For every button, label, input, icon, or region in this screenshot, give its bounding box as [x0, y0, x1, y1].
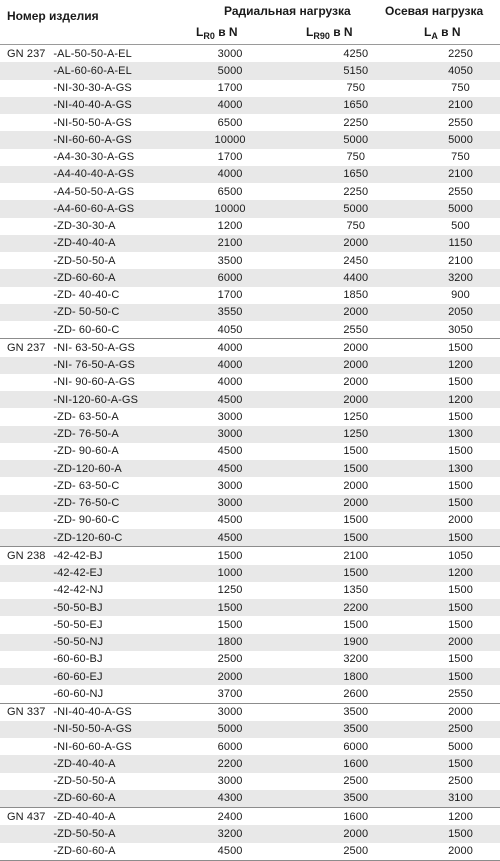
la-cell: 1500: [448, 479, 473, 492]
la-cell: 2000: [448, 636, 473, 649]
lr0-cell: 4500: [217, 514, 243, 527]
lr0-cell: 6500: [217, 116, 243, 129]
table-group: [0, 808, 500, 861]
la-cell: 2550: [448, 185, 473, 198]
lr90-cell: 1250: [343, 410, 369, 423]
lr90-cell: 1600: [343, 757, 369, 770]
lr0-cell: 1800: [217, 636, 243, 649]
item-suffix-cell: -ZD- 90-60-C: [53, 514, 120, 527]
lr0-cell: 3000: [217, 428, 243, 441]
table-row: [0, 738, 500, 755]
item-suffix-cell: -ZD-120-60-C: [53, 531, 123, 544]
lr90-cell: 2000: [343, 393, 369, 406]
la-cell: 500: [451, 220, 470, 233]
la-cell: 750: [451, 82, 470, 95]
la-cell: 1500: [448, 341, 473, 354]
lr0-cell: 5000: [217, 723, 243, 736]
la-cell: 5000: [448, 740, 473, 753]
lr90-cell: 2500: [343, 845, 369, 858]
item-suffix-cell: -A4-60-60-A-GS: [53, 202, 135, 215]
lr0-cell: 1500: [217, 549, 243, 562]
item-suffix-cell: -A4-30-30-A-GS: [53, 151, 135, 164]
item-suffix-cell: -ZD-30-30-A: [53, 220, 116, 233]
column-header-la: $L_A$ в N: [424, 25, 461, 41]
table-row: [0, 668, 500, 685]
table-row: [0, 62, 500, 79]
item-suffix-cell: -NI-60-60-A-GS: [53, 740, 132, 753]
lr0-cell: 4500: [217, 845, 243, 858]
la-cell: 1500: [448, 410, 473, 423]
table-row: [0, 218, 500, 235]
group-name-cell: GN 238: [7, 549, 46, 562]
lr0-cell: 2100: [217, 237, 243, 250]
table-row: [0, 166, 500, 183]
item-suffix-cell: -NI-50-50-A-GS: [53, 116, 132, 129]
table-row: [0, 304, 500, 321]
la-cell: 3050: [448, 323, 473, 336]
lr0-cell: 6500: [217, 185, 243, 198]
lr90-cell: 1850: [343, 289, 369, 302]
table-header: [0, 0, 500, 45]
la-cell: 5000: [448, 202, 473, 215]
lr90-cell: 1500: [343, 514, 369, 527]
lr0-cell: 4500: [217, 393, 243, 406]
table-row: [0, 790, 500, 807]
lr90-cell: 3500: [343, 706, 369, 719]
table-row: [0, 512, 500, 529]
la-cell: 2000: [448, 706, 473, 719]
lr90-cell: 2550: [343, 323, 369, 336]
item-suffix-cell: -NI-40-40-A-GS: [53, 706, 132, 719]
table-row: [0, 565, 500, 582]
la-cell: 1300: [448, 428, 473, 441]
la-cell: 1200: [448, 567, 473, 580]
la-cell: 5000: [448, 133, 473, 146]
table-row: [0, 97, 500, 114]
lr90-cell: 2100: [343, 549, 369, 562]
table-row: [0, 321, 500, 338]
item-suffix-cell: -NI-60-60-A-GS: [53, 133, 132, 146]
table-row: [0, 582, 500, 599]
lr0-cell: 4000: [217, 376, 243, 389]
lr0-cell: 1000: [217, 567, 243, 580]
item-suffix-cell: -NI- 76-50-A-GS: [53, 359, 135, 372]
lr90-cell: 5000: [343, 133, 369, 146]
lr0-cell: 3200: [217, 827, 243, 840]
table-row: [0, 114, 500, 131]
table-group: [0, 547, 500, 703]
lr90-cell: 2000: [343, 341, 369, 354]
lr0-cell: 4000: [217, 341, 243, 354]
item-suffix-cell: -ZD- 76-50-C: [53, 497, 120, 510]
la-cell: 1500: [448, 445, 473, 458]
group-name-cell: GN 237: [7, 47, 46, 60]
lr0-cell: 1250: [217, 584, 243, 597]
table-row: [0, 426, 500, 443]
lr0-cell: 3000: [217, 47, 243, 60]
lr0-cell: 4500: [217, 445, 243, 458]
lr0-cell: 10000: [214, 202, 246, 215]
lr0-cell: 4000: [217, 99, 243, 112]
la-cell: 2500: [448, 723, 473, 736]
table-row: [0, 374, 500, 391]
lr90-cell: 1800: [343, 670, 369, 683]
item-suffix-cell: -ZD-60-60-A: [53, 845, 116, 858]
table-row: [0, 704, 500, 721]
item-suffix-cell: -NI-50-50-A-GS: [53, 723, 132, 736]
lr90-cell: 2000: [343, 306, 369, 319]
lr0-cell: 3700: [217, 687, 243, 700]
la-cell: 3100: [448, 792, 473, 805]
lr90-cell: 4400: [343, 271, 369, 284]
table-row: [0, 391, 500, 408]
la-cell: 2050: [448, 306, 473, 319]
item-suffix-cell: -ZD- 60-60-C: [53, 323, 120, 336]
item-suffix-cell: -NI- 90-60-A-GS: [53, 376, 135, 389]
group-name-cell: GN 337: [7, 706, 46, 719]
lr0-cell: 2400: [217, 810, 243, 823]
item-suffix-cell: -A4-40-40-A-GS: [53, 168, 135, 181]
item-suffix-cell: -NI- 63-50-A-GS: [53, 341, 135, 354]
column-header-axial-load: Осевая нагрузка: [385, 4, 484, 18]
item-suffix-cell: -ZD-40-40-A: [53, 757, 116, 770]
table-row: [0, 200, 500, 217]
table-row: [0, 131, 500, 148]
lr90-cell: 4250: [343, 47, 369, 60]
lr0-cell: 5000: [217, 64, 243, 77]
table-row: [0, 808, 500, 825]
lr0-cell: 4500: [217, 462, 243, 475]
item-suffix-cell: -ZD-120-60-A: [53, 462, 122, 475]
table-row: [0, 825, 500, 842]
item-suffix-cell: -ZD-50-50-A: [53, 827, 116, 840]
item-suffix-cell: -ZD-50-50-A: [53, 775, 116, 788]
la-cell: 2000: [448, 514, 473, 527]
table-group: [0, 45, 500, 339]
column-header-item-number: Номер изделия: [7, 9, 99, 23]
la-cell: 2500: [448, 775, 473, 788]
lr90-cell: 3200: [343, 653, 369, 666]
lr0-cell: 4300: [217, 792, 243, 805]
lr0-cell: 4050: [217, 323, 243, 336]
item-suffix-cell: -ZD- 40-40-C: [53, 289, 120, 302]
lr0-cell: 2000: [217, 670, 243, 683]
la-cell: 1500: [448, 757, 473, 770]
lr90-cell: 2000: [343, 359, 369, 372]
lr90-cell: 3500: [343, 723, 369, 736]
lr90-cell: 6000: [343, 740, 369, 753]
la-cell: 2100: [448, 99, 473, 112]
table-row: [0, 460, 500, 477]
la-cell: 2550: [448, 116, 473, 129]
la-cell: 1500: [448, 670, 473, 683]
item-suffix-cell: -ZD-40-40-A: [53, 810, 116, 823]
lr0-cell: 3000: [217, 706, 243, 719]
la-cell: 1300: [448, 462, 473, 475]
table-row: [0, 339, 500, 356]
item-suffix-cell: -ZD-60-60-A: [53, 792, 116, 805]
item-suffix-cell: -60-60-EJ: [53, 670, 103, 683]
la-cell: 2000: [448, 845, 473, 858]
lr90-cell: 750: [346, 82, 366, 95]
lr90-cell: 2600: [343, 687, 369, 700]
lr90-cell: 2000: [343, 376, 369, 389]
item-suffix-cell: -60-60-NJ: [53, 687, 104, 700]
lr0-cell: 6000: [217, 271, 243, 284]
lr0-cell: 4000: [217, 359, 243, 372]
la-cell: 4050: [448, 64, 473, 77]
lr0-cell: 3000: [217, 479, 243, 492]
table-row: [0, 287, 500, 304]
item-suffix-cell: -NI-40-40-A-GS: [53, 99, 132, 112]
lr90-cell: 750: [346, 220, 366, 233]
lr0-cell: 3500: [217, 254, 243, 267]
lr90-cell: 2500: [343, 775, 369, 788]
la-cell: 2100: [448, 254, 473, 267]
column-header-radial-load: Радиальная нагрузка: [224, 4, 351, 18]
item-suffix-cell: -ZD-50-50-A: [53, 254, 116, 267]
la-cell: 1050: [448, 549, 473, 562]
table-row: [0, 634, 500, 651]
la-cell: 1500: [448, 376, 473, 389]
table-row: [0, 651, 500, 668]
lr90-cell: 1500: [343, 462, 369, 475]
lr0-cell: 3550: [217, 306, 243, 319]
lr90-cell: 1350: [343, 584, 369, 597]
lr0-cell: 3000: [217, 410, 243, 423]
lr90-cell: 750: [346, 151, 366, 164]
column-header-lr0: $L_{R0}$ в N: [196, 25, 238, 41]
lr0-cell: 4000: [217, 168, 243, 181]
item-suffix-cell: -ZD-60-60-A: [53, 271, 116, 284]
table-row: [0, 408, 500, 425]
la-cell: 2550: [448, 687, 473, 700]
lr90-cell: 5150: [343, 64, 369, 77]
lr90-cell: 2250: [343, 116, 369, 129]
la-cell: 1500: [448, 531, 473, 544]
lr90-cell: 2000: [343, 479, 369, 492]
la-cell: 1500: [448, 827, 473, 840]
la-cell: 1150: [448, 237, 473, 250]
table-row: [0, 235, 500, 252]
lr90-cell: 1500: [343, 445, 369, 458]
lr90-cell: 1600: [343, 810, 369, 823]
la-cell: 2100: [448, 168, 473, 181]
lr0-cell: 1700: [217, 82, 243, 95]
item-suffix-cell: -ZD-40-40-A: [53, 237, 116, 250]
item-suffix-cell: -ZD- 90-60-A: [53, 445, 119, 458]
lr0-cell: 3000: [217, 497, 243, 510]
lr90-cell: 1650: [343, 99, 369, 112]
table-row: [0, 443, 500, 460]
item-suffix-cell: -ZD- 76-50-A: [53, 428, 119, 441]
lr90-cell: 2200: [343, 601, 369, 614]
item-suffix-cell: -ZD- 50-50-C: [53, 306, 120, 319]
item-suffix-cell: -ZD- 63-50-A: [53, 410, 119, 423]
table-row: [0, 843, 500, 860]
table-row: [0, 495, 500, 512]
lr0-cell: 4500: [217, 531, 243, 544]
lr90-cell: 3500: [343, 792, 369, 805]
table-row: [0, 721, 500, 738]
lr0-cell: 10000: [214, 133, 246, 146]
table-row: [0, 357, 500, 374]
table-group: [0, 339, 500, 547]
item-suffix-cell: -NI-30-30-A-GS: [53, 82, 132, 95]
table-row: [0, 45, 500, 62]
table-group: [0, 704, 500, 809]
lr0-cell: 1500: [217, 618, 243, 631]
column-header-lr90: $L_{R90}$ в N: [306, 25, 353, 41]
table-row: [0, 599, 500, 616]
lr0-cell: 1200: [217, 220, 243, 233]
lr0-cell: 1700: [217, 289, 243, 302]
item-suffix-cell: -50-50-BJ: [53, 601, 103, 614]
table-row: [0, 529, 500, 546]
table-body: [0, 45, 500, 861]
la-cell: 1200: [448, 810, 473, 823]
table-row: [0, 547, 500, 564]
table-row: [0, 755, 500, 772]
table-row: [0, 183, 500, 200]
table-row: [0, 773, 500, 790]
la-cell: 900: [451, 289, 470, 302]
la-cell: 1500: [448, 584, 473, 597]
item-suffix-cell: -42-42-NJ: [53, 584, 104, 597]
table-row: [0, 477, 500, 494]
table-row: [0, 149, 500, 166]
table-row: [0, 80, 500, 97]
group-name-cell: GN 237: [7, 341, 46, 354]
la-cell: 1500: [448, 601, 473, 614]
item-suffix-cell: -AL-60-60-A-EL: [53, 64, 132, 77]
la-cell: 750: [451, 151, 470, 164]
lr90-cell: 2000: [343, 237, 369, 250]
lr0-cell: 1700: [217, 151, 243, 164]
lr90-cell: 5000: [343, 202, 369, 215]
la-cell: 1500: [448, 653, 473, 666]
lr90-cell: 1500: [343, 531, 369, 544]
lr90-cell: 2450: [343, 254, 369, 267]
table-row: [0, 616, 500, 633]
la-cell: 1200: [448, 393, 473, 406]
lr0-cell: 2200: [217, 757, 243, 770]
lr0-cell: 6000: [217, 740, 243, 753]
table-row: [0, 252, 500, 269]
la-cell: 1500: [448, 497, 473, 510]
la-cell: 3200: [448, 271, 473, 284]
item-suffix-cell: -42-42-BJ: [53, 549, 103, 562]
item-suffix-cell: -AL-50-50-A-EL: [53, 47, 132, 60]
item-suffix-cell: -NI-120-60-A-GS: [53, 393, 139, 406]
lr90-cell: 1250: [343, 428, 369, 441]
item-suffix-cell: -A4-50-50-A-GS: [53, 185, 135, 198]
item-suffix-cell: -ZD- 63-50-C: [53, 479, 120, 492]
table-row: [0, 269, 500, 286]
lr90-cell: 2000: [343, 827, 369, 840]
lr90-cell: 1900: [343, 636, 369, 649]
item-suffix-cell: -50-50-NJ: [53, 636, 104, 649]
table-row: [0, 685, 500, 702]
la-cell: 1200: [448, 359, 473, 372]
lr90-cell: 2000: [343, 497, 369, 510]
la-cell: 2250: [448, 47, 473, 60]
item-suffix-cell: -50-50-EJ: [53, 618, 103, 631]
group-name-cell: GN 437: [7, 810, 46, 823]
lr90-cell: 1650: [343, 168, 369, 181]
lr0-cell: 3000: [217, 775, 243, 788]
item-suffix-cell: -60-60-BJ: [53, 653, 103, 666]
la-cell: 1500: [448, 618, 473, 631]
lr0-cell: 2500: [217, 653, 243, 666]
lr90-cell: 2250: [343, 185, 369, 198]
lr90-cell: 1500: [343, 567, 369, 580]
lr90-cell: 1500: [343, 618, 369, 631]
item-suffix-cell: -42-42-EJ: [53, 567, 103, 580]
lr0-cell: 1500: [217, 601, 243, 614]
